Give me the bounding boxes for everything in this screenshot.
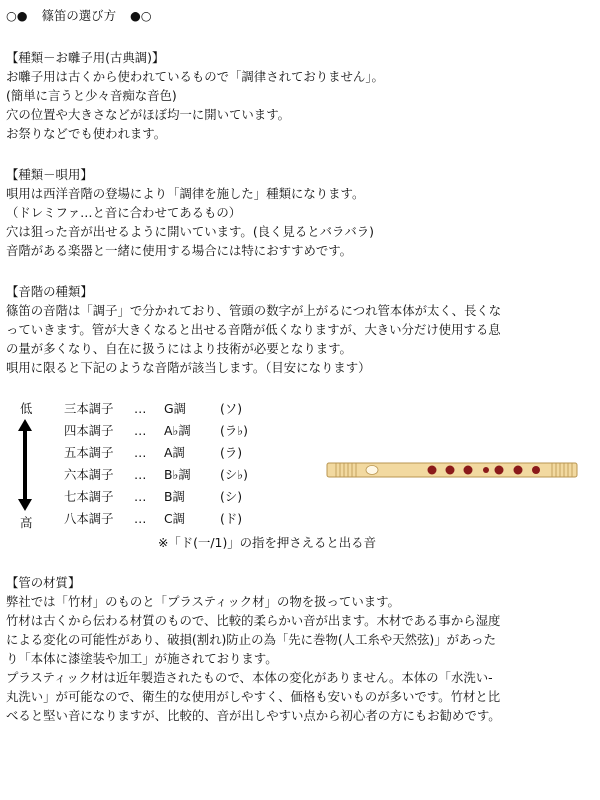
scale-note: ※「ド(一/1)」の指を押さえると出る音 [158, 535, 376, 550]
section-ohayashi [6, 48, 594, 143]
low-label: 低 [20, 401, 33, 416]
section-scale-types [6, 282, 594, 377]
text-line: 竹材は古くから伝わる材質のもので、比較的柔らかい音が出ます。木材である事から湿度 [6, 613, 501, 628]
page [6, 6, 594, 725]
text-line: (簡単に言うと少々音痴な音色) [6, 88, 177, 103]
section-heading: 【音階の種類】 [6, 284, 93, 299]
high-label: 高 [20, 515, 33, 530]
text-line: っていきます。管が大きくなると出せる音階が低くなりますが、大きい分だけ使用する息 [6, 322, 501, 337]
title-row [6, 6, 594, 26]
text-line: 丸洗い」が可能なので、衛生的な使用がしやすく、価格も安いものが多いです。竹材と比 [6, 689, 501, 704]
scale-row: 四本調子 … A♭調 (ラ♭) [64, 423, 248, 438]
scale-row: 五本調子 … A調 (ラ) [64, 445, 243, 460]
section-heading: 【管の材質】 [6, 575, 81, 590]
text-line: （ドレミファ…と音に合わせてあるもの） [6, 205, 242, 220]
text-line: お囃子用は古くから使われているもので「調律されておりません」。 [6, 69, 384, 84]
text-line: による変化の可能性があり、破損(割れ)防止の為「先に巻物(人工糸や天然弦)」があった [6, 632, 497, 647]
text-line: プラスティック材は近年製造されたもので、本体の変化がありません。本体の「水洗い- [6, 670, 493, 685]
section-heading: 【種類－唄用】 [6, 167, 93, 182]
text-line: 唄用は西洋音階の登場により「調律を施した」種類になります。 [6, 186, 365, 201]
text-line: お祭りなどでも使われます。 [6, 126, 167, 141]
section-heading: 【種類－お囃子用(古典調)】 [6, 50, 165, 65]
double-arrow-icon [18, 419, 32, 511]
title-marks-left: ○● [6, 8, 28, 23]
scale-row: 七本調子 … B調 (シ) [64, 489, 243, 504]
text-line: 唄用に限ると下記のような音階が該当します。（目安になります） [6, 360, 371, 375]
scale-table [6, 401, 594, 551]
scale-row: 八本調子 … C調 (ド) [64, 511, 243, 526]
text-line: 穴は狙った音が出せるように開いています。(良く見るとバラバラ) [6, 224, 375, 239]
page-title: 篠笛の選び方 [41, 8, 116, 23]
text-line: り「本体に漆塗装や加工」が施されております。 [6, 651, 278, 666]
text-line: べると堅い音になりますが、比較的、音が出しやすい点から初心者の方にもお勧めです。 [6, 708, 501, 723]
text-line: 篠笛の音階は「調子」で分かれており、管頭の数字が上がるにつれ管本体が太く、長くな [6, 303, 502, 318]
text-line: 穴の位置や大きさなどがほぼ均一に開いています。 [6, 107, 290, 122]
scale-row: 三本調子 … G調 (ソ) [64, 401, 243, 416]
shinobue-flute-icon [326, 458, 578, 482]
section-material [6, 573, 594, 725]
title-marks-right: ●○ [129, 8, 152, 23]
text-line: 音階がある楽器と一緒に使用する場合には特におすすめです。 [6, 243, 353, 258]
text-line: の量が多くなり、自在に扱うにはより技術が必要となります。 [6, 341, 352, 356]
section-uta [6, 165, 594, 260]
scale-row: 六本調子 … B♭調 (シ♭) [64, 467, 248, 482]
text-line: 弊社では「竹材」のものと「プラスティック材」の物を扱っています。 [6, 594, 400, 609]
